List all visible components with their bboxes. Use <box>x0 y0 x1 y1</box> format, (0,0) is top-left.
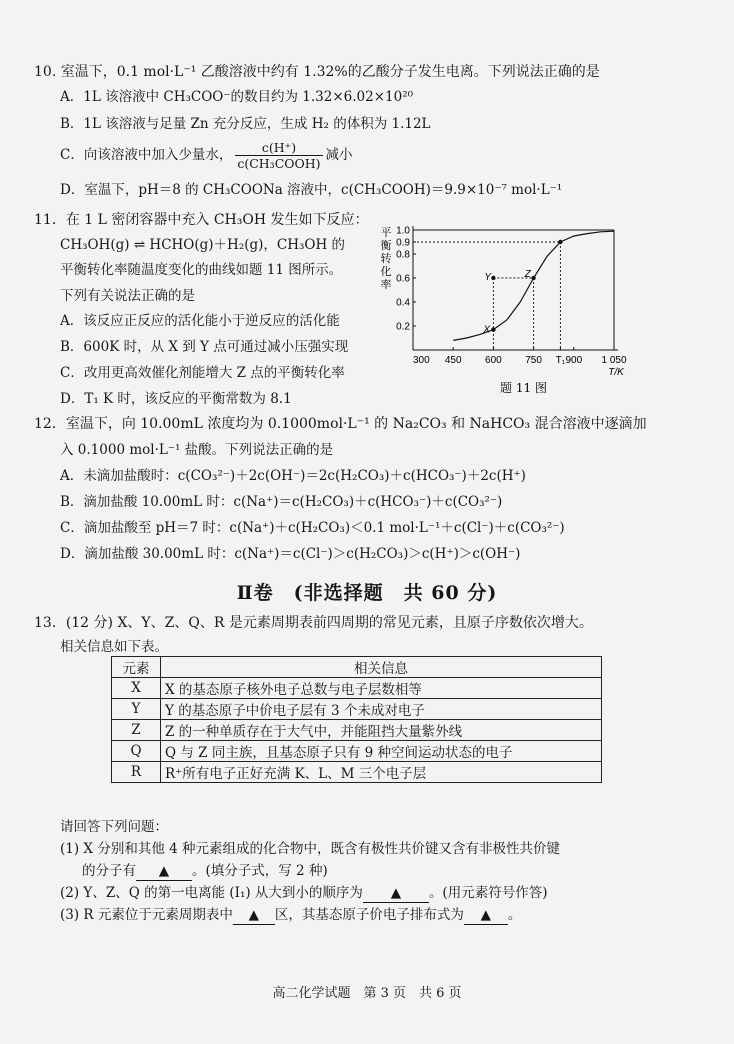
table-row <box>112 741 602 762</box>
q13-part-2-tail: 。(用元素符号作答) <box>428 885 548 901</box>
q10-option-d: D．室温下，pH＝8 的 CH₃COONa 溶液中，c(CH₃COOH)＝9.9×10⁻⁷ mol·L⁻¹ <box>60 182 563 198</box>
table-row <box>112 678 602 699</box>
x-tick-label: T₁ <box>555 355 566 366</box>
q13-part-1-line-1: (1) X 分别和其他 4 种元素组成的化合物中，既含有极性共价键又含有非极性共价键 <box>60 841 560 857</box>
q12-option-d: D．滴加盐酸 30.00mL 时：c(Na⁺)＝c(Cl⁻)＞c(H₂CO₃)＞c(H⁺)＞c(OH⁻) <box>60 546 521 562</box>
q11-option-c: C．改用更高效催化剂能增大 Z 点的平衡转化率 <box>60 365 345 381</box>
y-axis-label-char: 转 <box>380 252 392 265</box>
point-label-y: Y <box>484 272 492 283</box>
q13-part-3-mid: 区，其基态原子价电子排布式为 <box>274 907 464 923</box>
x-axis-label: T/K <box>608 367 624 378</box>
table-cell-element: R <box>112 762 161 783</box>
chart-caption: 题 11 图 <box>500 381 547 395</box>
y-axis-label-char: 衡 <box>380 239 392 252</box>
q11-option-b: B．600K 时，从 X 到 Y 点可通过减小压强实现 <box>60 339 349 355</box>
y-tick-label: 0.8 <box>396 249 410 261</box>
q10-fraction-numerator: c(H⁺) <box>235 140 322 156</box>
table-cell-element: Z <box>112 720 161 741</box>
q13-part-2 <box>60 884 547 903</box>
q10-stem: 10. 室温下，0.1 mol·L⁻¹ 乙酸溶液中约有 1.32%的乙酸分子发生电离。下列说法正确的是 <box>34 64 600 80</box>
q13-line-1: 13．(12 分) X、Y、Z、Q、R 是元素周期表前四周期的常见元素，且原子序数依次增大。 <box>34 615 593 631</box>
answer-blank[interactable]: ▲ <box>464 906 508 925</box>
q13-element-table <box>111 656 602 783</box>
q12-option-a: A．未滴加盐酸时：c(CO₃²⁻)＋2c(OH⁻)＝2c(H₂CO₃)＋c(HCO₃⁻)＋2c(H⁺) <box>60 468 526 484</box>
table-row <box>112 762 602 783</box>
q10-fraction-denominator: c(CH₃COOH) <box>237 156 321 171</box>
q13-part-2-text: (2) Y、Z、Q 的第一电离能 (I₁) 从大到小的顺序为 <box>60 885 363 901</box>
q11-line-4: 下列有关说法正确的是 <box>60 288 195 304</box>
point-label-z: Z <box>524 269 531 280</box>
q10-fraction <box>235 140 322 171</box>
table-header-info: 相关信息 <box>161 657 602 678</box>
q11-chart <box>378 222 628 398</box>
y-tick-label: 0.4 <box>396 297 410 309</box>
table-row <box>112 720 602 741</box>
x-tick-label: 1 050 <box>601 355 627 366</box>
q13-prompt: 请回答下列问题： <box>60 819 168 835</box>
table-cell-info: Y 的基态原子中价电子层有 3 个未成对电子 <box>161 699 602 720</box>
q11-line-1: 11．在 1 L 密闭容器中充入 CH₃OH 发生如下反应： <box>34 212 369 228</box>
table-cell-info: R⁺所有电子正好充满 K、L、M 三个电子层 <box>161 762 602 783</box>
q11-line-3: 平衡转化率随温度变化的曲线如题 11 图所示。 <box>60 262 343 278</box>
y-tick-label: 0.6 <box>396 273 410 285</box>
conversion-curve <box>453 231 614 340</box>
q12-line-1: 12．室温下，向 10.00mL 浓度均为 0.1000mol·L⁻¹ 的 Na₂CO₃ 和 NaHCO₃ 混合溶液中逐滴加 <box>34 416 647 432</box>
q12-option-c: C．滴加盐酸至 pH＝7 时：c(Na⁺)＋c(H₂CO₃)＜0.1 mol·L⁻¹＋c(Cl⁻)＋c(CO₃²⁻) <box>60 520 565 536</box>
section-2-heading: Ⅱ卷 (非选择题 共 60 分) <box>236 582 498 604</box>
data-point <box>531 276 535 280</box>
q13-part-1-tail: 。(填分子式，写 2 种) <box>192 863 328 879</box>
q13-part-3-text: (3) R 元素位于元素周期表中 <box>60 907 233 923</box>
y-tick-label: 0.9 <box>396 237 410 249</box>
table-cell-element: Q <box>112 741 161 762</box>
q13-part-3-tail: 。 <box>507 907 522 923</box>
table-header-row <box>112 657 602 678</box>
q11-equation: CH₃OH(g) ⇌ HCHO(g)＋H₂(g)，CH₃OH 的 <box>60 237 346 253</box>
q10-option-c-tail: 减小 <box>325 147 353 163</box>
q10-option-c-text: C．向该溶液中加入少量水， <box>60 147 233 163</box>
q11-option-a: A．该反应正反应的活化能小于逆反应的活化能 <box>60 313 340 329</box>
table-cell-info: Z 的一种单质存在于大气中，并能阻挡大量紫外线 <box>161 720 602 741</box>
point-label-x: X <box>483 324 491 336</box>
answer-blank[interactable]: ▲ <box>363 884 429 903</box>
answer-blank[interactable]: ▲ <box>136 862 192 881</box>
x-tick-label: 900 <box>565 355 583 366</box>
y-axis-label-char: 化 <box>380 265 392 278</box>
q12-line-2: 入 0.1000 mol·L⁻¹ 盐酸。下列说法正确的是 <box>60 442 334 458</box>
x-tick-label: 450 <box>444 355 462 366</box>
q13-part-1-line-2 <box>82 862 328 881</box>
page-footer: 高二化学试题 第 3 页 共 6 页 <box>272 986 462 1001</box>
data-point <box>558 240 562 244</box>
y-axis-label-char: 平 <box>380 226 392 239</box>
y-axis-label-char: 率 <box>380 278 392 291</box>
q10-option-b: B．1L 该溶液与足量 Zn 充分反应，生成 H₂ 的体积为 1.12L <box>60 116 431 132</box>
data-point <box>491 327 495 331</box>
q10-option-a: A．1L 该溶液中 CH₃COO⁻的数目约为 1.32×6.02×10²⁰ <box>60 89 414 105</box>
q10-option-c <box>60 140 353 171</box>
q13-part-3 <box>60 906 521 925</box>
answer-blank[interactable]: ▲ <box>233 906 275 925</box>
x-tick-label: 600 <box>485 355 502 366</box>
q13-line-2: 相关信息如下表。 <box>60 639 168 655</box>
table-header-element: 元素 <box>112 657 161 678</box>
x-tick-label: 300 <box>413 355 430 366</box>
table-cell-element: X <box>112 678 161 699</box>
table-row <box>112 699 602 720</box>
y-tick-label: 1.0 <box>396 225 410 237</box>
y-tick-label: 0.2 <box>396 321 410 333</box>
data-point <box>491 276 495 280</box>
q11-option-d: D．T₁ K 时，该反应的平衡常数为 8.1 <box>60 391 292 407</box>
table-cell-info: X 的基态原子核外电子总数与电子层数相等 <box>161 678 602 699</box>
x-tick-label: 750 <box>525 355 542 366</box>
q12-option-b: B．滴加盐酸 10.00mL 时：c(Na⁺)＝c(H₂CO₃)＋c(HCO₃⁻)＋c(CO₃²⁻) <box>60 494 503 510</box>
q13-part-1-text: 的分子有 <box>82 863 136 879</box>
table-cell-element: Y <box>112 699 161 720</box>
table-cell-info: Q 与 Z 同主族，且基态原子只有 9 种空间运动状态的电子 <box>161 741 602 762</box>
